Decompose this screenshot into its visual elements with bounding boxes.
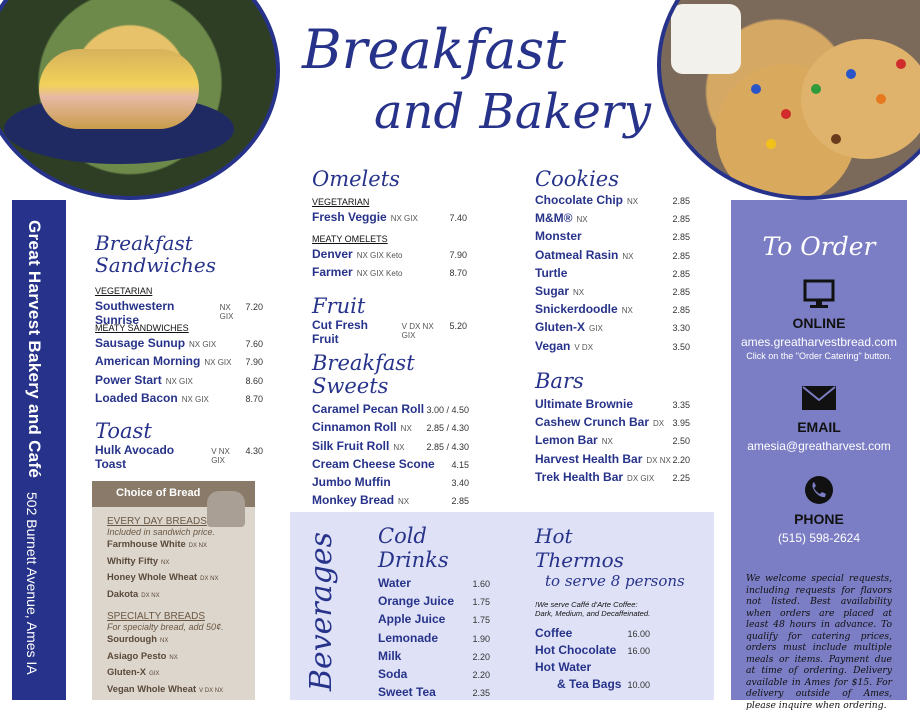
online-note: Click on the "Order Catering" button.	[746, 351, 892, 361]
item-name: Lemon Bar	[535, 433, 598, 448]
bread-name: Dakota	[107, 587, 139, 599]
bread-name: Vegan Whole Wheat	[107, 682, 197, 694]
item-price: 2.50	[672, 436, 690, 447]
bread-name: Gluten-X	[107, 666, 147, 677]
menu-item	[535, 284, 690, 302]
item-price: 2.85	[672, 305, 690, 316]
breakfast-sweets-section	[312, 352, 469, 511]
menu-item	[535, 415, 690, 433]
candy-dot	[781, 109, 791, 119]
bread-tags: GIX	[149, 671, 160, 677]
menu-item	[535, 339, 690, 357]
item-tags: DX	[653, 419, 665, 429]
item-name: Cinnamon Roll	[312, 420, 397, 435]
vegetarian-label: VEGETARIAN	[95, 286, 153, 296]
coffee-note-1: !We serve Caffé d'Arte Coffee:	[535, 600, 638, 609]
item-price: 2.85	[672, 268, 690, 279]
menu-list	[535, 626, 650, 694]
order-policy-text: We welcome special requests, including requests for flavors not listed. Best availability when orders are placed at least 48 hours in advance. To qualify for catering prices, orders must include multiple meals or items. Payment due at time of ordering. Delivery available in Ames for $15. For delivery outside of Ames, please inquire when ordering.	[746, 573, 892, 711]
title-line2: and Bakery	[374, 84, 651, 140]
phone-title: PHONE	[794, 511, 844, 527]
candy-dot	[846, 69, 856, 79]
item-price: 8.60	[245, 375, 263, 386]
menu-item	[378, 685, 490, 703]
coffee-note-2: Dark, Medium, and Decaffeinated.	[535, 609, 651, 618]
item-price: 2.85	[672, 196, 690, 207]
item-price: 8.70	[245, 393, 263, 404]
bread-tags: NX	[160, 638, 169, 644]
menu-list	[535, 193, 690, 357]
menu-list	[535, 397, 690, 488]
item-tags: NX	[576, 215, 588, 225]
computer-icon	[799, 277, 839, 311]
phone-number[interactable]: (515) 598-2624	[777, 531, 861, 545]
menu-item	[535, 677, 650, 694]
item-price: 2.85	[672, 232, 690, 243]
item-price: 3.30	[672, 323, 690, 334]
item-tags: DX GIX	[627, 473, 655, 483]
menu-item	[535, 452, 690, 470]
item-name: Sausage Sunup	[95, 336, 186, 351]
bread-tags: DX NX	[141, 592, 160, 599]
bread-name: Sourdough	[107, 633, 157, 644]
bread-list	[92, 537, 255, 603]
sandwich-shape	[39, 49, 199, 129]
item-name: Vegan	[535, 338, 571, 353]
item-tags: NX GIX	[189, 340, 217, 350]
breakfast-sandwiches-heading: Breakfast Sandwiches	[95, 231, 217, 277]
candy-dot	[876, 94, 886, 104]
specialty-bread-note: For specialty bread, add 50¢.	[107, 622, 224, 632]
item-name: Fresh Veggie	[312, 210, 387, 225]
item-tags: NX	[601, 437, 613, 447]
specialty-bread-label: SPECIALTY BREADS	[107, 611, 205, 622]
item-name: Sugar	[535, 284, 570, 299]
cookies-photo	[657, 0, 920, 200]
fruit-section	[312, 294, 467, 347]
sandwich-photo	[0, 0, 280, 200]
bread-item	[107, 587, 255, 604]
item-name: American Morning	[95, 354, 201, 369]
menu-item	[312, 265, 467, 283]
item-tags: V NX GIX	[211, 447, 230, 466]
item-name: Hot Water	[535, 660, 592, 674]
item-tags: V DX NX GIX	[401, 322, 434, 341]
bread-item	[107, 570, 255, 587]
item-name: Ultimate Brownie	[535, 397, 634, 412]
menu-item	[378, 612, 490, 630]
item-tags: NX GIX	[181, 394, 209, 404]
menu-item	[535, 643, 650, 660]
menu-list	[312, 247, 467, 283]
menu-item	[312, 402, 469, 420]
candy-dot	[811, 84, 821, 94]
candy-dot	[896, 59, 906, 69]
menu-item	[95, 336, 263, 354]
item-name: Snickerdoodle	[535, 302, 618, 317]
item-name: Hulk Avocado Toast	[95, 443, 175, 472]
business-address: 502 Burnett Avenue, Ames IA	[24, 492, 40, 675]
hot-thermos-section	[535, 524, 685, 694]
bread-name: Asiago Pesto	[107, 649, 167, 661]
bread-item	[107, 665, 255, 682]
item-price: 8.70	[449, 268, 467, 279]
item-tags: NX	[573, 288, 585, 298]
menu-item	[95, 354, 263, 372]
candy-dot	[751, 84, 761, 94]
item-name: Monkey Bread	[312, 493, 395, 508]
menu-item	[535, 626, 650, 643]
menu-item	[312, 318, 467, 347]
menu-item	[535, 211, 690, 229]
menu-item	[535, 266, 690, 284]
item-name: Soda	[378, 666, 408, 681]
item-name: Gluten-X	[535, 320, 585, 335]
item-price: 3.00 / 4.50	[426, 405, 469, 416]
menu-item	[312, 475, 469, 493]
item-name: Coffee	[535, 626, 573, 640]
bread-list	[92, 632, 255, 698]
menu-item	[95, 299, 263, 327]
item-price: 7.60	[245, 339, 263, 350]
omelets-heading: Omelets	[312, 167, 400, 191]
item-price: 1.60	[472, 579, 490, 589]
bread-item	[107, 682, 255, 699]
fruit-heading: Fruit	[312, 294, 366, 318]
item-price: 2.35	[472, 688, 490, 699]
omelets-section	[312, 168, 467, 284]
item-price: 2.85 / 4.30	[426, 423, 469, 434]
menu-item	[312, 457, 469, 475]
item-price: 2.25	[672, 472, 690, 483]
item-price: 3.50	[672, 341, 690, 352]
bread-tags: NX	[169, 654, 178, 661]
online-title: ONLINE	[792, 315, 846, 331]
item-price: 2.85	[672, 287, 690, 298]
item-name: Farmer	[312, 265, 353, 280]
item-name: Power Start	[95, 372, 162, 387]
item-price: 3.95	[672, 418, 690, 429]
item-tags: NX	[627, 197, 639, 207]
item-price: 2.20	[672, 454, 690, 465]
item-name: Silk Fruit Roll	[312, 438, 390, 453]
bread-tags: DX NX	[188, 543, 207, 549]
item-name: Oatmeal Rasin	[535, 247, 619, 262]
item-name: Cashew Crunch Bar	[535, 415, 650, 430]
item-name: Cream Cheese Scone	[312, 456, 435, 471]
milk-bottle-shape	[671, 4, 741, 74]
vegetarian-label: VEGETARIAN	[312, 197, 370, 208]
menu-item	[378, 667, 490, 685]
breakfast-sweets-heading: Breakfast Sweets	[312, 351, 415, 399]
menu-item	[378, 576, 490, 594]
item-price: 10.00	[627, 680, 650, 690]
menu-item	[378, 631, 490, 649]
bread-name: Whifty Fifty	[107, 554, 159, 566]
item-price: 16.00	[627, 646, 650, 656]
item-name: Jumbo Muffin	[312, 474, 391, 489]
menu-item	[95, 373, 263, 391]
beverages-panel	[290, 512, 714, 700]
email-address[interactable]: amesia@greatharvest.com	[747, 439, 891, 453]
bread-item	[107, 554, 255, 571]
bread-tags: V DX NX	[199, 687, 224, 694]
menu-item	[378, 649, 490, 667]
item-name: M&M®	[535, 211, 573, 226]
item-price: 5.20	[449, 321, 467, 332]
item-price: 1.90	[472, 633, 490, 644]
hot-thermos-subheading: to serve 8 persons	[545, 572, 685, 590]
toast-heading: Toast	[95, 419, 152, 443]
bread-name: Farmhouse White	[107, 538, 186, 549]
item-tags: NX GIX	[204, 358, 232, 368]
menu-item	[312, 210, 467, 228]
item-name: Sweet Tea	[378, 685, 436, 700]
menu-item	[312, 420, 469, 438]
menu-item	[535, 248, 690, 266]
item-name: Orange Juice	[378, 594, 455, 609]
cookies-heading: Cookies	[535, 167, 619, 191]
bread-item	[107, 632, 255, 649]
item-tags: V DX	[574, 342, 594, 352]
menu-item	[535, 302, 690, 320]
bread-tags: DX NX	[200, 576, 219, 582]
item-tags: NX GIX Keto	[356, 269, 403, 279]
bread-slice-icon	[207, 491, 245, 527]
cold-drinks-section	[378, 524, 490, 703]
envelope-icon	[799, 381, 839, 415]
item-tags: NX GIX	[165, 376, 193, 386]
menu-item	[95, 443, 263, 472]
item-price: 7.40	[449, 213, 467, 224]
item-price: 1.75	[472, 597, 490, 608]
item-name: Denver	[312, 247, 353, 262]
cookie-shape	[801, 39, 920, 159]
item-tags: NX	[622, 251, 634, 261]
item-name: Southwestern Sunrise	[95, 299, 175, 327]
item-tags: NX	[393, 442, 405, 452]
item-name: & Tea Bags	[557, 677, 622, 691]
everyday-bread-label: EVERY DAY BREADS	[107, 516, 207, 527]
menu-item	[535, 193, 690, 211]
menu-item	[312, 247, 467, 265]
item-price: 2.85 / 4.30	[426, 441, 469, 452]
sidebar	[12, 200, 66, 700]
bread-tags: NX	[161, 559, 170, 566]
candy-dot	[831, 134, 841, 144]
bars-heading: Bars	[535, 369, 584, 393]
item-tags: NX GIX	[219, 303, 234, 321]
bread-item	[107, 537, 255, 554]
item-price: 2.20	[472, 669, 490, 680]
menu-item	[535, 660, 650, 677]
order-panel	[731, 200, 907, 711]
item-price: 3.40	[451, 477, 469, 488]
item-price: 2.85	[672, 250, 690, 261]
item-tags: NX GIX Keto	[356, 251, 403, 261]
item-name: Milk	[378, 648, 402, 663]
phone-icon	[799, 473, 839, 507]
hot-thermos-heading: Hot Thermos	[535, 524, 624, 572]
item-name: Caramel Pecan Roll	[312, 402, 425, 417]
menu-list	[95, 299, 263, 327]
cookies-section	[535, 168, 690, 357]
item-name: Apple Juice	[378, 612, 446, 627]
item-name: Water	[378, 576, 411, 590]
menu-item	[312, 493, 469, 511]
bread-heading: Choice of Bread	[92, 481, 255, 507]
bread-item	[107, 649, 255, 666]
toast-section	[95, 419, 263, 472]
business-name: Great Harvest Bakery and Café	[25, 220, 44, 479]
menu-list	[95, 336, 263, 409]
item-tags: NX	[621, 306, 633, 316]
breakfast-sandwiches-section	[95, 232, 263, 409]
item-name: Trek Health Bar	[535, 469, 624, 484]
item-price: 2.85	[672, 214, 690, 225]
item-name: Turtle	[535, 265, 568, 280]
item-price: 16.00	[627, 629, 650, 639]
menu-item	[312, 439, 469, 457]
item-price: 7.90	[245, 357, 263, 368]
menu-list	[312, 210, 467, 228]
meaty-omelets-label: MEATY OMELETS	[312, 234, 388, 245]
menu-item	[535, 397, 690, 415]
item-price: 2.85	[451, 496, 469, 507]
order-heading: To Order	[762, 232, 876, 261]
item-tags: DX NX	[646, 455, 671, 465]
menu-item	[535, 433, 690, 451]
menu-list	[95, 443, 263, 472]
item-name: Loaded Bacon	[95, 390, 178, 405]
item-name: Chocolate Chip	[535, 193, 624, 208]
title-line1: Breakfast	[302, 18, 566, 81]
item-price: 4.15	[451, 459, 469, 470]
candy-dot	[766, 139, 776, 149]
item-tags: NX GIX	[390, 214, 418, 224]
item-price: 1.75	[472, 615, 490, 626]
item-price: 3.35	[672, 400, 690, 411]
bread-name: Honey Whole Wheat	[107, 571, 198, 582]
item-price: 4.30	[245, 446, 263, 457]
menu-item	[95, 391, 263, 409]
cold-drinks-heading: Cold Drinks	[378, 524, 449, 572]
item-name: Hot Chocolate	[535, 643, 617, 657]
item-price: 7.90	[449, 250, 467, 261]
item-tags: NX	[400, 424, 412, 434]
menu-item	[378, 594, 490, 612]
bread-choice-card	[92, 481, 255, 700]
everyday-bread-note: Included in sandwich price.	[107, 527, 216, 537]
beverages-heading: Beverages	[304, 532, 339, 692]
item-price: 7.20	[245, 302, 263, 312]
menu-list	[312, 402, 469, 511]
menu-item	[535, 320, 690, 338]
menu-item	[535, 470, 690, 488]
menu-list	[312, 318, 467, 347]
online-url[interactable]: ames.greatharvestbread.com	[740, 335, 898, 349]
item-tags: GIX	[589, 324, 603, 334]
menu-item	[535, 229, 690, 247]
item-name: Cut Fresh Fruit	[312, 318, 369, 347]
item-name: Monster	[535, 229, 582, 244]
bars-section	[535, 370, 690, 488]
meaty-label: MEATY SANDWICHES	[95, 323, 189, 334]
item-name: Lemonade	[378, 630, 439, 645]
item-price: 2.20	[472, 651, 490, 662]
item-tags: NX	[398, 497, 410, 507]
email-title: EMAIL	[797, 419, 841, 435]
menu-list	[378, 576, 490, 703]
item-name: Harvest Health Bar	[535, 451, 643, 466]
